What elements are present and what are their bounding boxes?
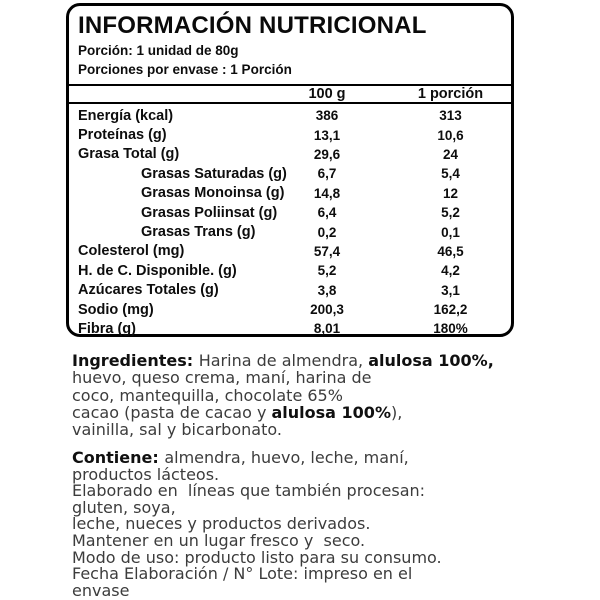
- regular-text: Elaborado en líneas que también procesan:: [72, 481, 426, 501]
- table-row: [69, 319, 511, 338]
- row-label: Energía (kcal): [78, 107, 174, 124]
- row-value-portion: 12: [442, 185, 459, 201]
- paragraph-line: [72, 387, 494, 404]
- regular-text: huevo, queso crema, maní, harina de: [72, 368, 372, 388]
- regular-text: Harina de almendra,: [198, 351, 369, 370]
- regular-text: envase: [72, 580, 130, 600]
- row-label: Grasas Trans (g): [141, 224, 256, 241]
- row-value-100g: 0,2: [317, 224, 337, 240]
- row-label: Grasa Total (g): [78, 146, 180, 163]
- table-row: [69, 242, 511, 261]
- row-value-100g: 6,4: [317, 205, 337, 221]
- regular-text: almendra, huevo, leche, maní,: [164, 448, 409, 467]
- nutrition-label-box: [66, 3, 514, 337]
- row-value-100g: 13,1: [313, 127, 341, 143]
- paragraph-line: [72, 352, 494, 369]
- regular-text: vainilla, sal y bicarbonato.: [72, 420, 282, 440]
- row-value-100g: 386: [315, 108, 339, 124]
- row-value-portion: 162,2: [433, 302, 468, 318]
- regular-text: cacao (pasta de cacao y: [72, 402, 272, 422]
- table-row: [69, 203, 511, 222]
- portion-line: Porción: 1 unidad de 80g: [78, 43, 239, 58]
- row-value-portion: 3,1: [441, 282, 460, 298]
- row-value-portion: 180%: [433, 321, 468, 337]
- row-label: H. de C. Disponible. (g): [78, 262, 237, 279]
- row-label: Azúcares Totales (g): [78, 282, 219, 299]
- servings-line: Porciones por envase : 1 Porción: [78, 61, 292, 77]
- table-row: [69, 222, 511, 241]
- row-value-100g: 57,4: [313, 243, 341, 259]
- ingredients-paragraph: [72, 352, 494, 438]
- column-header-100g: 100 g: [308, 86, 346, 102]
- regular-text: productos lácteos.: [72, 464, 220, 484]
- paragraph-line: [72, 421, 494, 438]
- row-value-100g: 3,8: [317, 282, 337, 298]
- regular-text: Modo de uso: producto listo para su consumo.: [72, 547, 442, 567]
- row-value-100g: 200,3: [310, 302, 344, 318]
- bold-text: alulosa 100%: [271, 402, 391, 422]
- row-value-portion: 24: [442, 146, 459, 162]
- row-label: Grasas Poliinsat (g): [141, 204, 278, 221]
- row-value-portion: 0,1: [441, 224, 460, 240]
- table-row: [69, 164, 511, 183]
- nutrition-header: [69, 6, 511, 79]
- column-header-row: [69, 86, 511, 102]
- row-label: Proteínas (g): [78, 127, 167, 144]
- nutrition-rows: [69, 104, 511, 339]
- row-label: Grasas Saturadas (g): [141, 165, 287, 182]
- row-label: Grasas Monoinsa (g): [141, 185, 285, 202]
- table-row: [69, 125, 511, 144]
- column-header-portion: 1 porción: [417, 86, 484, 102]
- regular-text: leche, nueces y productos derivados.: [72, 514, 371, 534]
- paragraph-line: [72, 404, 494, 421]
- table-row: [69, 184, 511, 203]
- bold-text: Contiene:: [72, 448, 165, 467]
- row-value-portion: 46,5: [437, 243, 464, 259]
- table-row: [69, 300, 511, 319]
- regular-text: coco, mantequilla, chocolate 65%: [72, 385, 343, 405]
- nutrition-title: INFORMACIÓN NUTRICIONAL: [78, 12, 427, 39]
- regular-text: Fecha Elaboración / N° Lote: impreso en el: [72, 564, 413, 584]
- row-value-100g: 5,2: [317, 263, 337, 279]
- paragraph-line: [72, 369, 494, 386]
- row-value-portion: 4,2: [441, 263, 460, 279]
- table-row: [69, 261, 511, 280]
- bold-text: Ingredientes:: [72, 351, 199, 370]
- row-value-100g: 8,01: [313, 321, 341, 337]
- regular-text: Mantener en un lugar fresco y seco.: [72, 530, 366, 550]
- bold-text: alulosa 100%,: [368, 351, 494, 370]
- row-value-100g: 6,7: [317, 166, 337, 182]
- row-label: Sodio (mg): [78, 301, 154, 318]
- row-label: Fibra (g): [78, 320, 136, 337]
- table-row: [69, 281, 511, 300]
- paragraph-line: [72, 580, 442, 600]
- row-value-portion: 5,4: [441, 166, 460, 182]
- notes-paragraph: [72, 450, 442, 599]
- row-value-100g: 29,6: [313, 146, 341, 162]
- row-value-portion: 313: [439, 108, 462, 124]
- table-row: [69, 145, 511, 164]
- row-value-portion: 5,2: [441, 205, 460, 221]
- row-label: Colesterol (mg): [78, 243, 185, 260]
- row-value-100g: 14,8: [313, 185, 341, 201]
- regular-text: ),: [390, 402, 403, 422]
- table-row: [69, 106, 511, 125]
- row-value-portion: 10,6: [437, 127, 464, 143]
- regular-text: gluten, soya,: [72, 497, 176, 517]
